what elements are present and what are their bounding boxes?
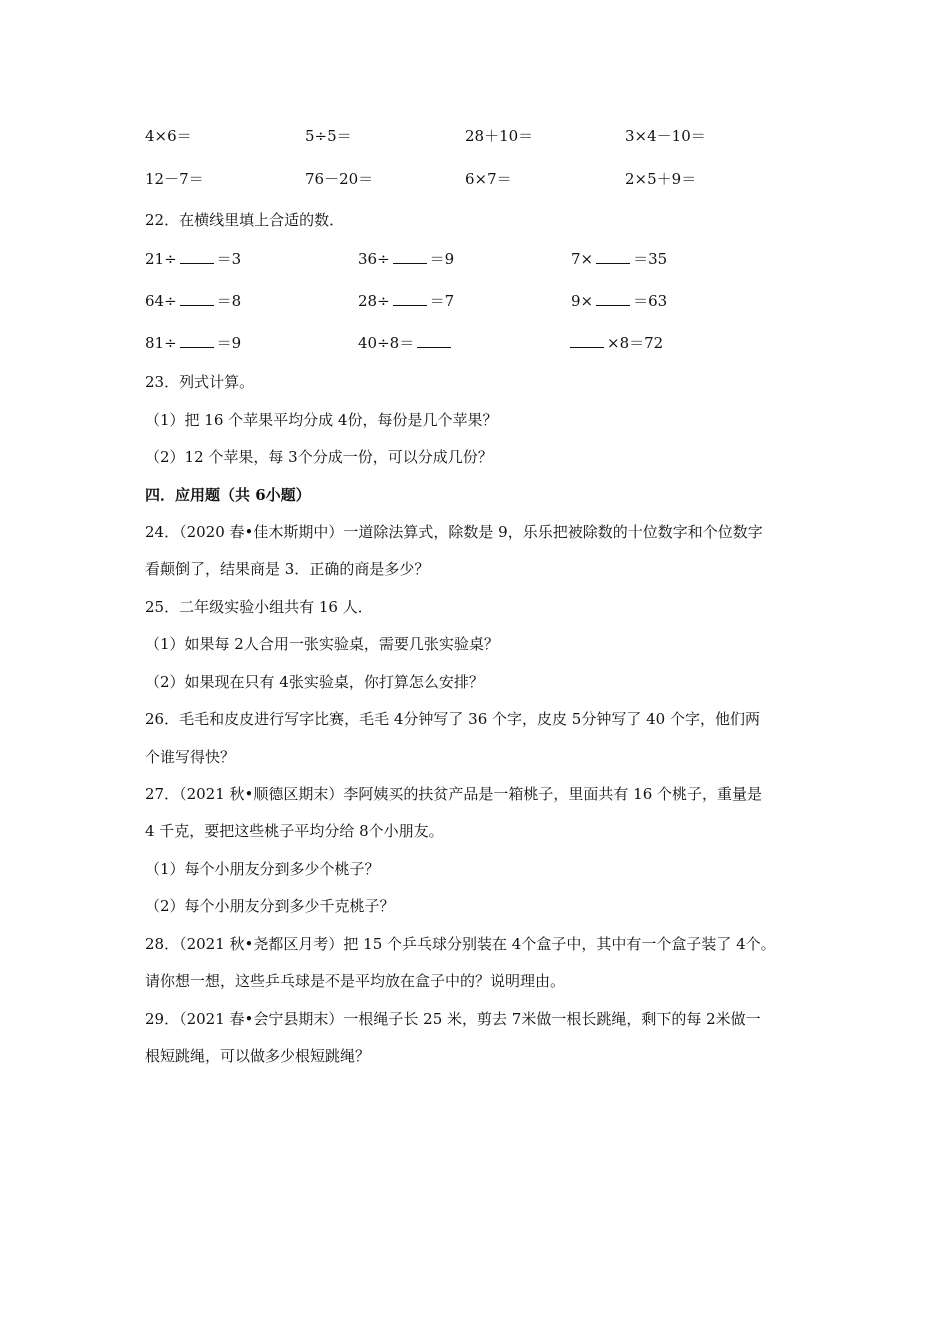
- answer-blank[interactable]: [417, 331, 451, 348]
- calc-item: 3×4－10＝: [625, 127, 706, 145]
- q22-item: [358, 247, 454, 271]
- answer-blank[interactable]: [596, 289, 630, 306]
- q22-text: ＝8: [216, 292, 242, 310]
- q22-text: ＝35: [633, 250, 668, 268]
- calc-item: 76－20＝: [305, 170, 374, 188]
- q27-part-2: （2）每个小朋友分到多少千克桃子？: [145, 897, 395, 915]
- q22-item: [567, 331, 663, 355]
- q22-row-3: [0, 331, 950, 355]
- q22-item: [145, 331, 241, 355]
- calc-item: 5÷5＝: [305, 127, 352, 145]
- q27-part-1: （1）每个小朋友分到多少个桃子？: [145, 860, 380, 878]
- q22-text: ＝9: [216, 334, 242, 352]
- q22-text: ×8＝72: [607, 334, 664, 352]
- q22-text: 9×: [571, 292, 594, 310]
- q28-line-1: 28．（2021 秋•尧都区月考）把 15 个乒乓球分别装在 4个盒子中，其中有一个盒子装了 4个。: [145, 935, 776, 953]
- q24-line-1: 24．（2020 春•佳木斯期中）一道除法算式，除数是 9，乐乐把被除数的十位数字和个位数字: [145, 523, 763, 541]
- q22-text: 7×: [571, 250, 594, 268]
- q24-line-2: 看颠倒了，结果商是 3．正确的商是多少？: [145, 560, 430, 578]
- answer-blank[interactable]: [180, 247, 214, 264]
- answer-blank[interactable]: [180, 289, 214, 306]
- calc-item: 28＋10＝: [465, 127, 534, 145]
- q22-text: 81÷: [145, 334, 177, 352]
- calc-row-2: [0, 167, 950, 191]
- q23-part-2: （2）12 个苹果，每 3个分成一份，可以分成几份？: [145, 448, 493, 466]
- q23-part-1: （1）把 16 个苹果平均分成 4份，每份是几个苹果？: [145, 411, 498, 429]
- q22-item: [145, 247, 241, 271]
- answer-blank[interactable]: [180, 331, 214, 348]
- q22-item: [358, 289, 454, 313]
- calc-row-1: [0, 124, 950, 148]
- q25-part-1: （1）如果每 2人合用一张实验桌，需要几张实验桌？: [145, 635, 499, 653]
- answer-blank[interactable]: [570, 331, 604, 348]
- calc-item: 4×6＝: [145, 127, 192, 145]
- calc-item: 6×7＝: [465, 170, 512, 188]
- q22-text: ＝63: [633, 292, 668, 310]
- calc-item: 2×5＋9＝: [625, 170, 697, 188]
- q25-title: 25．二年级实验小组共有 16 人．: [145, 598, 373, 616]
- q26-line-2: 个谁写得快？: [145, 748, 236, 766]
- q22-item: [571, 247, 667, 271]
- q23-title: 23．列式计算。: [145, 373, 255, 391]
- q22-text: ＝7: [429, 292, 455, 310]
- section-heading: 四．应用题（共 6小题）: [145, 486, 311, 504]
- q29-line-1: 29．（2021 春•会宁县期末）一根绳子长 25 米，剪去 7米做一根长跳绳，剩下的每 2米做一: [145, 1010, 761, 1028]
- q22-item: [571, 289, 667, 313]
- q22-item: [358, 331, 454, 355]
- q22-text: 21÷: [145, 250, 177, 268]
- q22-text: 40÷8＝: [358, 334, 415, 352]
- answer-blank[interactable]: [393, 289, 427, 306]
- q27-line-1: 27．（2021 秋•顺德区期末）李阿姨买的扶贫产品是一箱桃子，里面共有 16 个桃子，重量是: [145, 785, 763, 803]
- q22-text: 36÷: [358, 250, 390, 268]
- q27-line-2: 4 千克，要把这些桃子平均分给 8个小朋友。: [145, 822, 444, 840]
- q22-text: 64÷: [145, 292, 177, 310]
- q22-text: ＝9: [429, 250, 455, 268]
- q25-part-2: （2）如果现在只有 4张实验桌，你打算怎么安排？: [145, 673, 484, 691]
- q22-title: 22．在横线里填上合适的数．: [145, 211, 345, 229]
- q29-line-2: 根短跳绳，可以做多少根短跳绳？: [145, 1047, 371, 1065]
- q22-row-1: [0, 247, 950, 271]
- q26-line-1: 26．毛毛和皮皮进行写字比赛，毛毛 4分钟写了 36 个字，皮皮 5分钟写了 40 个字，他们两: [145, 710, 760, 728]
- q22-item: [145, 289, 241, 313]
- q28-line-2: 请你想一想，这些乒乓球是不是平均放在盒子中的？说明理由。: [145, 972, 566, 990]
- q22-row-2: [0, 289, 950, 313]
- q22-text: ＝3: [216, 250, 242, 268]
- answer-blank[interactable]: [393, 247, 427, 264]
- q22-text: 28÷: [358, 292, 390, 310]
- calc-item: 12－7＝: [145, 170, 204, 188]
- answer-blank[interactable]: [596, 247, 630, 264]
